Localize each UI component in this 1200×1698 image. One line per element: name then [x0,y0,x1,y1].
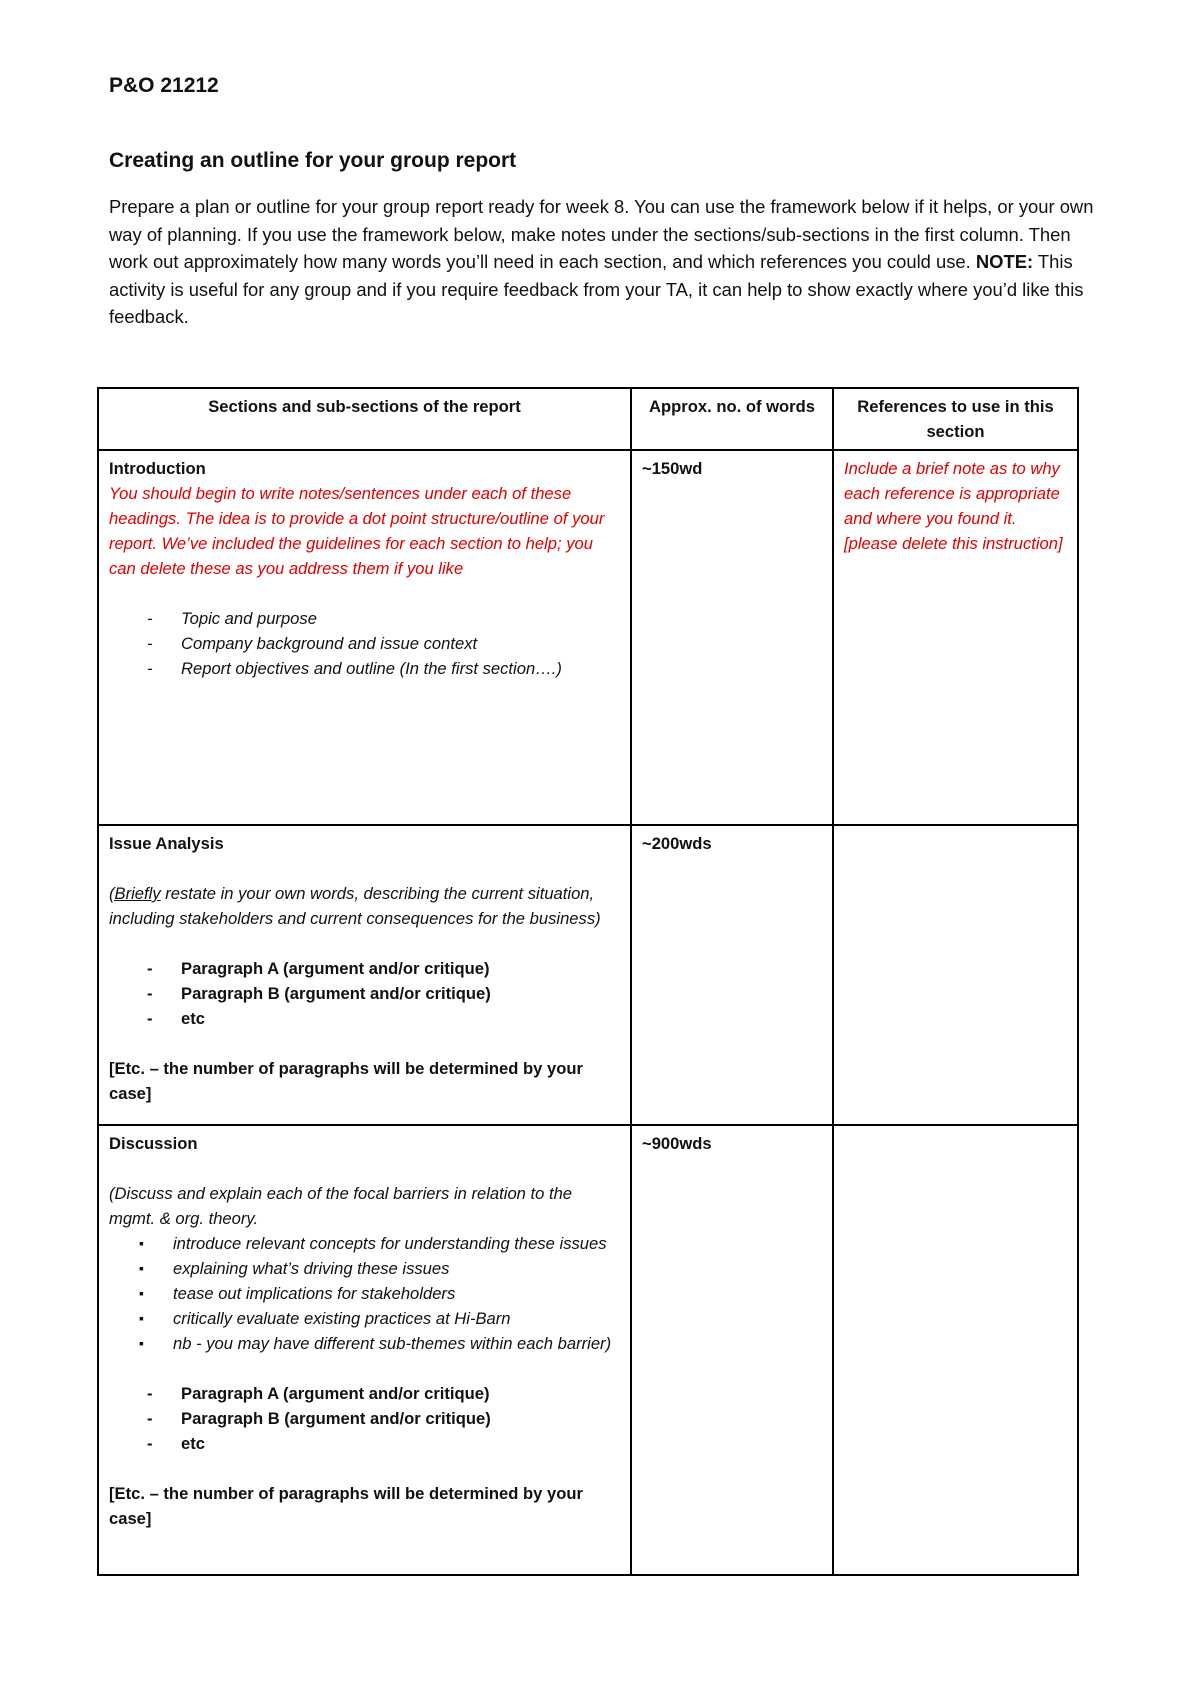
description-text: restate in your own words, describing the current situation, including stakeholders and current consequences for the business) [109,884,601,928]
section-title: Issue Analysis [109,834,224,853]
table-row [98,450,1078,825]
words-cell[interactable] [631,825,833,1125]
paragraph-note: [Etc. – the number of paragraphs will be determined by your case] [109,1484,583,1528]
list-item: - etc [109,1006,620,1031]
word-count: ~150wd [642,459,703,478]
list-item: ▪ nb - you may have different sub-themes within each barrier) [109,1331,620,1356]
table-header-row [98,388,1078,450]
word-count: ~900wds [642,1134,712,1153]
list-item: - Company background and issue context [109,631,620,656]
header-sections: Sections and sub-sections of the report [98,388,631,450]
list-item: ▪ tease out implications for stakeholders [109,1281,620,1306]
section-title: Discussion [109,1134,198,1153]
references-cell[interactable] [833,1125,1078,1575]
note-label: NOTE: [975,251,1034,273]
intro-text: Prepare a plan or outline for your group report ready for week 8. You can use the framework below if it helps, or your own way of planning. If you use the framework below, make notes under the sections/sub-sections in the first column. Then work out approximately how many words you’ll need in each section, and which references you could use. [109,196,1094,273]
subsection-list [109,606,620,681]
list-item: ▪ introduce relevant concepts for understanding these issues [109,1231,620,1256]
list-item: - etc [109,1431,620,1456]
words-cell[interactable] [631,450,833,825]
list-item: ▪ explaining what’s driving these issues [109,1256,620,1281]
word-count: ~200wds [642,834,712,853]
references-instruction: Include a brief note as to why each reference is appropriate and where you found it. [please delete this instruction] [844,459,1063,553]
words-cell[interactable] [631,1125,833,1575]
issue-analysis-cell[interactable] [98,825,631,1125]
list-item: - Report objectives and outline (In the first section….) [109,656,620,681]
discussion-cell[interactable] [98,1125,631,1575]
list-item: - Paragraph A (argument and/or critique) [109,956,620,981]
intro-text-2: This activity is useful for any group and if you require feedback from your TA, it can help to show exactly where you’d like this feedback. [109,251,1084,328]
table-row [98,1125,1078,1575]
header-references: References to use in this section [833,388,1078,450]
list-item: - Topic and purpose [109,606,620,631]
section-description [109,881,620,931]
list-item: - Paragraph A (argument and/or critique) [109,1381,620,1406]
paragraph-list [109,1381,620,1456]
list-item: - Paragraph B (argument and/or critique) [109,981,620,1006]
list-item: ▪ critically evaluate existing practices at Hi-Barn [109,1306,620,1331]
list-item: - Paragraph B (argument and/or critique) [109,1406,620,1431]
introduction-cell[interactable] [98,450,631,825]
section-description: (Discuss and explain each of the focal barriers in relation to the mgmt. & org. theory. [109,1184,573,1228]
table-row [98,825,1078,1125]
references-cell[interactable] [833,450,1078,825]
references-cell[interactable] [833,825,1078,1125]
paragraph-note: [Etc. – the number of paragraphs will be determined by your case] [109,1059,583,1103]
section-title: Introduction [109,459,206,478]
briefly-text: (Briefly [109,884,161,903]
guidance-text: You should begin to write notes/sentences under each of these headings. The idea is to provide a dot point structure/outline of your report. We’ve included the guidelines for each section to help; you can delete these as you address them if you like [109,484,605,578]
header-words: Approx. no. of words [631,388,833,450]
page-title: Creating an outline for your group report [109,149,517,172]
outline-table [97,387,1079,1576]
course-code: P&O 21212 [109,74,219,97]
bullet-list [109,1231,620,1356]
paragraph-list [109,956,620,1031]
intro-paragraph [109,193,1099,331]
